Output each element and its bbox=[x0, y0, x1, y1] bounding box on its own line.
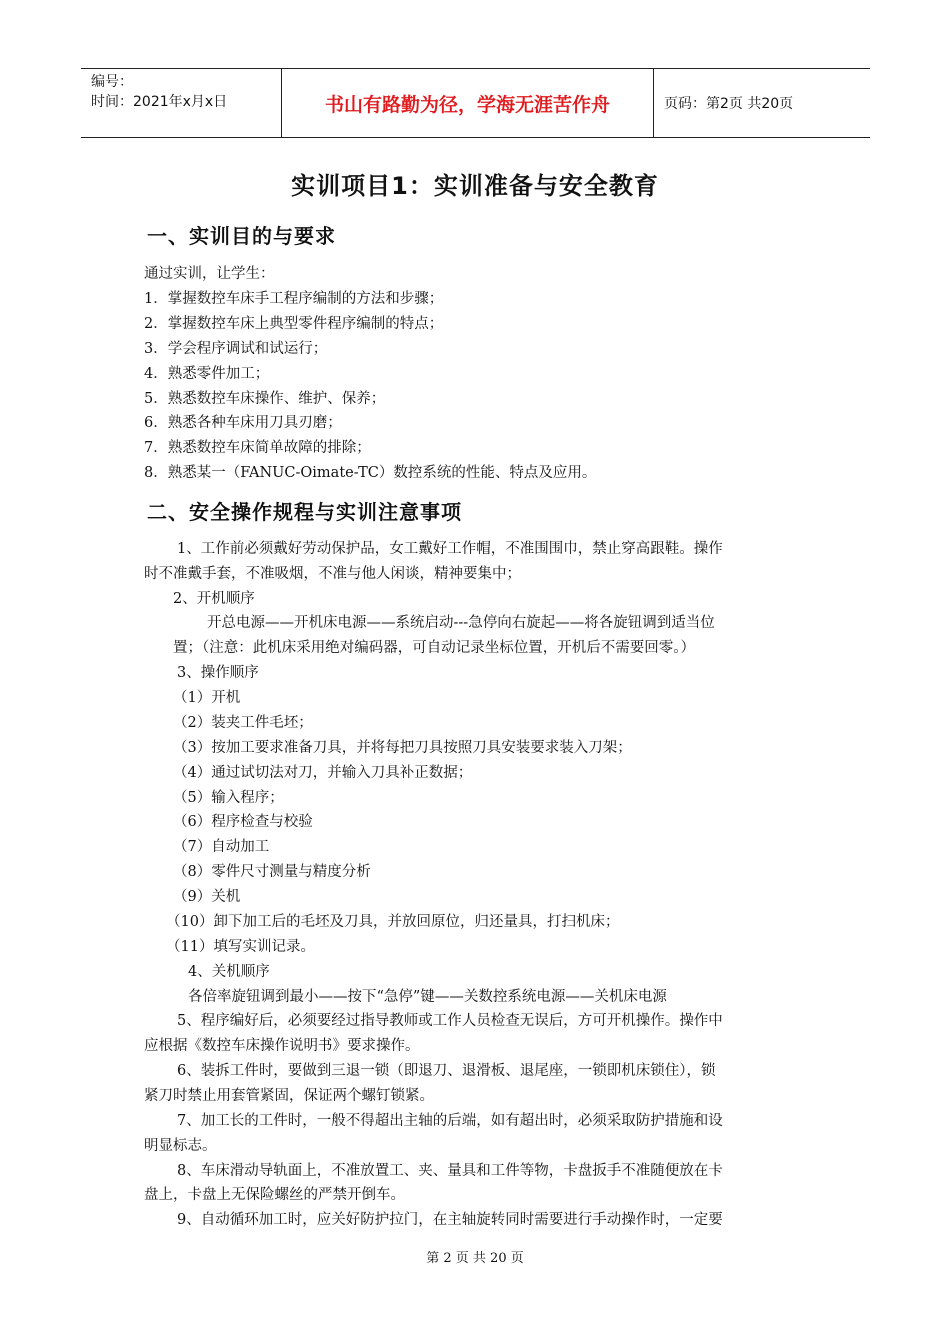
paragraph-line: 置；（注意：此机床采用绝对编码器，可自动记录坐标位置，开机后不需要回零。） bbox=[173, 640, 695, 656]
paragraph-line: 7、加工长的工件时，一般不得超出主轴的后端，如有超出时，必须采取防护措施和设 bbox=[177, 1113, 723, 1129]
paragraph-line: 应根据《数控车床操作说明书》要求操作。 bbox=[144, 1038, 420, 1054]
paragraph-line: （6）程序检查与校验 bbox=[173, 814, 313, 830]
paragraph-line: （8）零件尺寸测量与精度分析 bbox=[173, 864, 371, 880]
date-label: 时间：2021年x月x日 bbox=[91, 94, 228, 110]
paragraph-line: 9、自动循环加工时，应关好防护拉门，在主轴旋转同时需要进行手动操作时，一定要 bbox=[177, 1212, 723, 1228]
paragraph-line: （4）通过试切法对刀，并输入刀具补正数据； bbox=[173, 765, 473, 781]
section1-intro: 通过实训，让学生： bbox=[144, 266, 275, 282]
paragraph-line: （2）装夹工件毛坯； bbox=[173, 715, 313, 731]
paragraph-line: 8、车床滑动导轨面上，不准放置工、夹、量具和工件等物，卡盘扳手不准随便放在卡 bbox=[177, 1163, 723, 1179]
page-footer: 第 2 页 共 20 页 bbox=[426, 1251, 524, 1266]
paragraph-line: 紧刀时禁止用套管紧固，保证两个螺钉锁紧。 bbox=[144, 1088, 434, 1104]
paragraph-line: 4、关机顺序 bbox=[188, 964, 270, 980]
paragraph-line: （11）填写实训记录。 bbox=[166, 939, 315, 955]
list-item: 6．熟悉各种车床用刀具刃磨； bbox=[144, 415, 342, 431]
header-table bbox=[81, 68, 870, 138]
paragraph-line: （3）按加工要求准备刀具，并将每把刀具按照刀具安装要求装入刀架； bbox=[173, 740, 632, 756]
paragraph-line: （1）开机 bbox=[173, 690, 241, 706]
section2-heading: 二、安全操作规程与实训注意事项 bbox=[147, 500, 462, 524]
paragraph-line: 6、装拆工件时，要做到三退一锁（即退刀、退滑板、退尾座，一锁即机床锁住），锁 bbox=[177, 1063, 716, 1079]
paragraph-line: 2、开机顺序 bbox=[173, 591, 255, 607]
paragraph-line: 5、程序编好后，必须要经过指导教师或工作人员检查无误后，方可开机操作。操作中 bbox=[177, 1013, 723, 1029]
number-label: 编号： bbox=[91, 74, 133, 90]
list-item: 1．掌握数控车床手工程序编制的方法和步骤； bbox=[144, 291, 444, 307]
paragraph-line: 明显标志。 bbox=[144, 1138, 217, 1154]
page-label: 页码：第2页 共20页 bbox=[664, 96, 794, 112]
list-item: 8．熟悉某一（FANUC-Oimate-TC）数控系统的性能、特点及应用。 bbox=[144, 465, 597, 481]
page-title: 实训项目1：实训准备与安全教育 bbox=[291, 172, 659, 200]
list-item: 7．熟悉数控车床简单故障的排除； bbox=[144, 440, 371, 456]
list-item: 3．学会程序调试和试运行； bbox=[144, 341, 328, 357]
motto: 书山有路勤为径，学海无涯苦作舟 bbox=[281, 69, 654, 137]
header-left-cell bbox=[81, 69, 281, 137]
paragraph-line: 盘上，卡盘上无保险螺丝的严禁开倒车。 bbox=[144, 1187, 405, 1203]
list-item: 5．熟悉数控车床操作、维护、保养； bbox=[144, 391, 386, 407]
list-item: 2．掌握数控车床上典型零件程序编制的特点； bbox=[144, 316, 444, 332]
paragraph-line: （7）自动加工 bbox=[173, 839, 270, 855]
paragraph-line: 1、工作前必须戴好劳动保护品，女工戴好工作帽，不准围围巾，禁止穿高跟鞋。操作 bbox=[177, 541, 723, 557]
paragraph-line: （5）输入程序； bbox=[173, 790, 284, 806]
section1-heading: 一、实训目的与要求 bbox=[147, 224, 336, 248]
list-item: 4．熟悉零件加工； bbox=[144, 366, 270, 382]
paragraph-line: 3、操作顺序 bbox=[177, 665, 259, 681]
paragraph-line: （9）关机 bbox=[173, 889, 241, 905]
paragraph-line: （10）卸下加工后的毛坯及刀具，并放回原位，归还量具，打扫机床； bbox=[166, 914, 620, 930]
paragraph-line: 时不准戴手套，不准吸烟，不准与他人闲谈，精神要集中； bbox=[144, 566, 521, 582]
paragraph-line: 开总电源——开机床电源——系统启动---急停向右旋起——将各旋钮调到适当位 bbox=[207, 615, 715, 631]
paragraph-line: 各倍率旋钮调到最小——按下“急停”键——关数控系统电源——关机床电源 bbox=[188, 989, 667, 1005]
